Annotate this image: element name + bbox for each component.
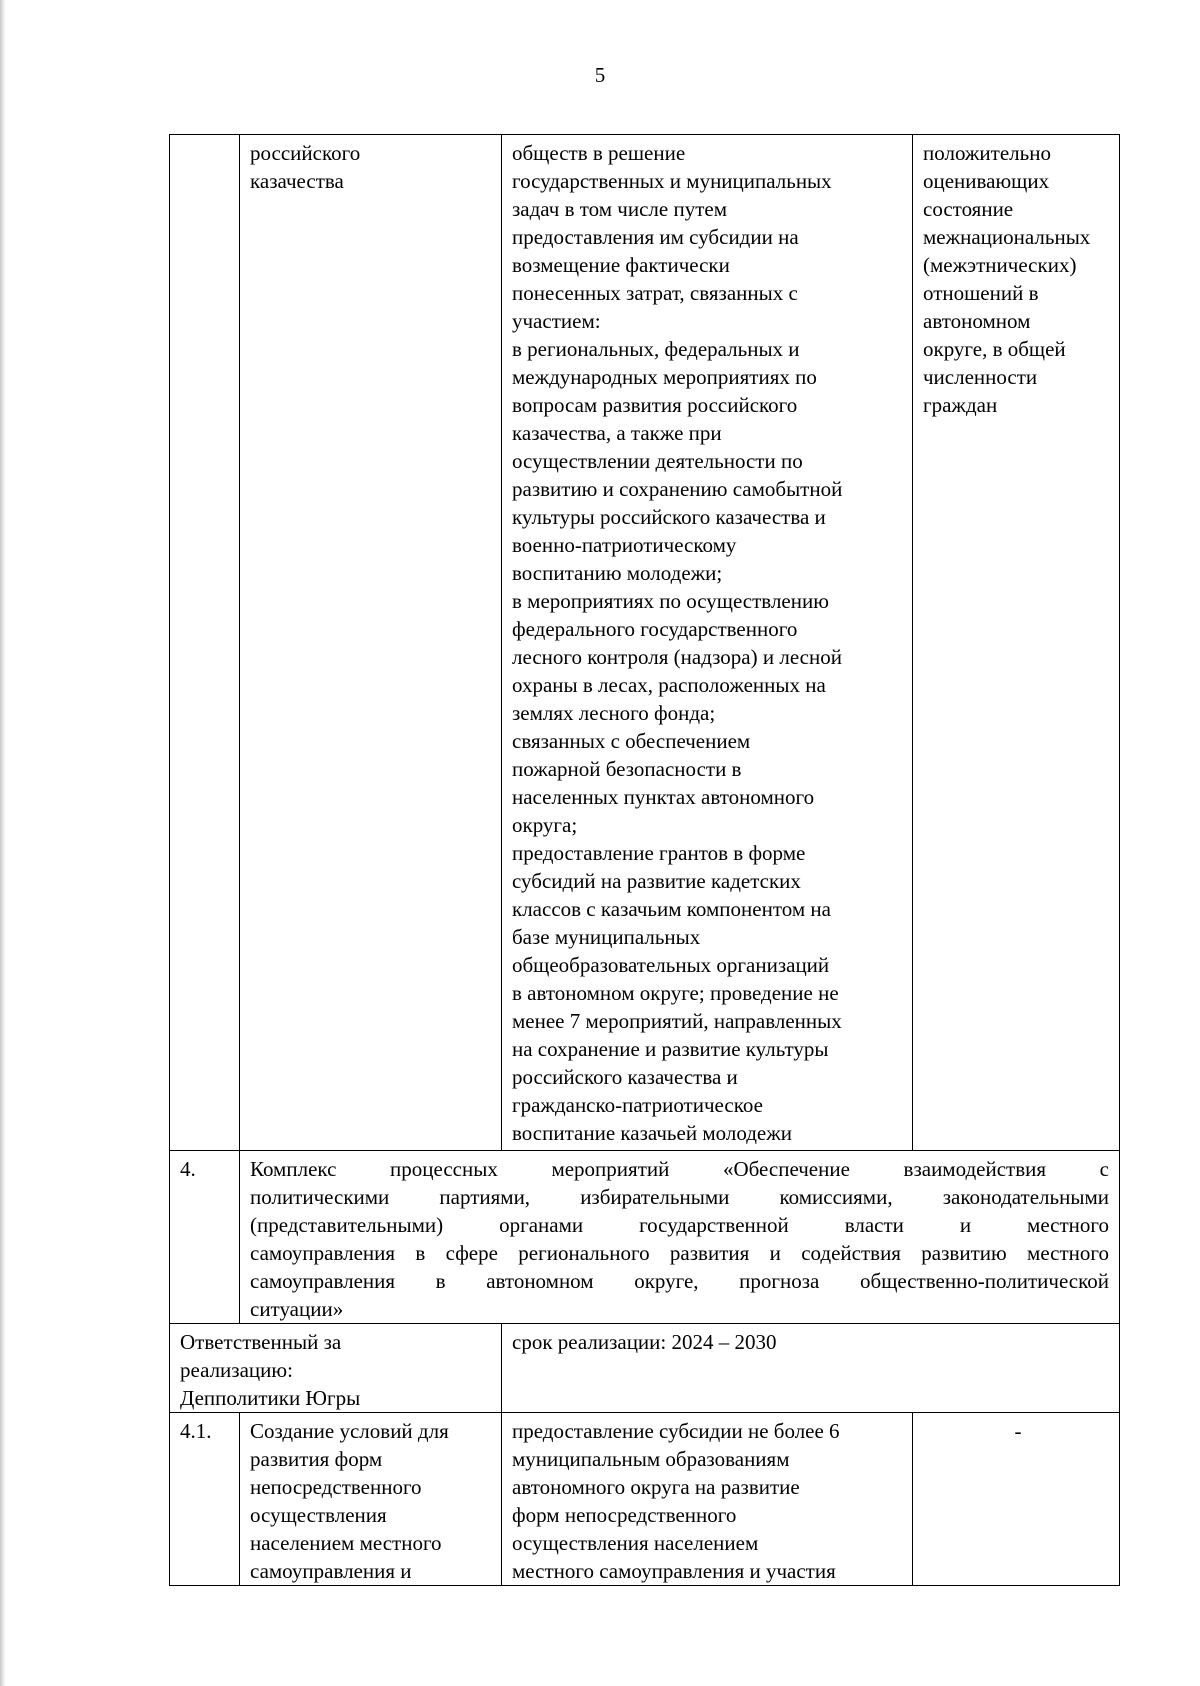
task-name-line: казачества	[250, 169, 344, 193]
description-line: округа;	[512, 813, 578, 837]
row-4-1-description-line: местного самоуправления и участия	[512, 1559, 836, 1583]
description-line: предоставление грантов в форме	[512, 841, 806, 865]
description-line: вопросам развития российского	[512, 393, 798, 417]
section-4-number: 4.	[170, 1151, 240, 1324]
page-number: 5	[594, 63, 606, 87]
description-line: понесенных затрат, связанных с	[512, 281, 798, 305]
description-line: связанных с обеспечением	[512, 729, 751, 753]
description-line: воспитание казачьей молодежи	[512, 1121, 792, 1145]
row-4-1-description-line: автономного округа на развитие	[512, 1475, 800, 1499]
row-4-1-task-line: Создание условий для	[250, 1419, 449, 1443]
description-line: развитию и сохранению самобытной	[512, 477, 843, 501]
responsible-line: Ответственный за	[180, 1330, 342, 1354]
row-4-1-indicator: -	[913, 1413, 1120, 1586]
description-line: задач в том числе путем	[512, 197, 727, 221]
row-4-1-task-line: осуществления	[250, 1503, 387, 1527]
description-line: субсидий на развитие кадетских	[512, 869, 801, 893]
description-line: военно-патриотическому	[512, 533, 737, 557]
description-line: участием:	[512, 309, 601, 333]
description-line: общеобразовательных организаций	[512, 953, 830, 977]
description-line: гражданско-патриотическое	[512, 1093, 763, 1117]
task-name-line: российского	[250, 141, 361, 165]
indicator-line: положительно	[923, 141, 1051, 165]
description-line: культуры российского казачества и	[512, 505, 826, 529]
row-4-1-task-line: населением местного	[250, 1531, 442, 1555]
description-line: базе муниципальных	[512, 925, 701, 949]
row-4-1-description-line: форм непосредственного	[512, 1503, 737, 1527]
indicator-line: отношений в	[923, 281, 1039, 305]
description-line: охраны в лесах, расположенных на	[512, 673, 826, 697]
indicator-line: состояние	[923, 197, 1014, 221]
row-4-1-task-line: развития форм	[250, 1447, 383, 1471]
row-4-1-description-line: осуществления населением	[512, 1531, 759, 1555]
description-line: классов с казачьим компонентом на	[512, 897, 831, 921]
implementation-period: срок реализации: 2024 – 2030	[502, 1324, 1120, 1413]
row-4-1	[170, 1413, 1120, 1586]
section-4-title	[240, 1151, 1120, 1324]
row-4-1-description-line: муниципальным образованиям	[512, 1447, 790, 1471]
responsible-agency: Депполитики Югры	[180, 1386, 361, 1410]
description-line: лесного контроля (надзора) и лесной	[512, 645, 842, 669]
indicator-line: округе, в общей	[923, 337, 1066, 361]
description-line: казачества, а также при	[512, 421, 722, 445]
task-name-cell	[240, 135, 502, 1151]
description-line: менее 7 мероприятий, направленных	[512, 1009, 842, 1033]
section-4-title-line: политическими партиями, избирательными комиссиями, законодательными	[250, 1185, 1109, 1209]
section-4-title-line: самоуправления в сфере регионального развития и содействия развитию местного	[250, 1241, 1109, 1265]
description-line: обществ в решение	[512, 141, 686, 165]
section-4-row	[170, 1151, 1120, 1324]
responsible-line: реализацию:	[180, 1358, 293, 1382]
table-row-cossack-societies	[170, 135, 1120, 1151]
description-line: на сохранение и развитие культуры	[512, 1037, 829, 1061]
row-4-1-description-line: предоставление субсидии не более 6	[512, 1419, 840, 1443]
description-line: пожарной безопасности в	[512, 757, 742, 781]
scan-edge	[0, 0, 6, 1686]
responsible-row	[170, 1324, 1120, 1413]
row-4-1-task-line: самоуправления и	[250, 1559, 412, 1583]
description-line: в мероприятиях по осуществлению	[512, 589, 829, 613]
indicator-line: межнациональных	[923, 225, 1091, 249]
indicator-line: численности	[923, 365, 1038, 389]
indicator-line: (межэтнических)	[923, 253, 1077, 277]
program-table	[169, 134, 1120, 1586]
description-line: предоставления им субсидии на	[512, 225, 799, 249]
indicator-line: автономном	[923, 309, 1031, 333]
indicator-cell	[913, 135, 1120, 1151]
description-line: в автономном округе; проведение не	[512, 981, 839, 1005]
row-4-1-description	[502, 1413, 913, 1586]
indicator-line: оценивающих	[923, 169, 1050, 193]
description-line: в региональных, федеральных и	[512, 337, 800, 361]
row-number-empty	[170, 135, 240, 1151]
section-4-title-line: (представительными) органами государственной власти и местного	[250, 1213, 1109, 1237]
row-4-1-number: 4.1.	[170, 1413, 240, 1586]
section-4-title-line: самоуправления в автономном округе, прогноза общественно-политической	[250, 1269, 1109, 1293]
indicator-line: граждан	[923, 393, 998, 417]
description-line: международных мероприятиях по	[512, 365, 817, 389]
row-4-1-task-name	[240, 1413, 502, 1586]
section-4-title-line: ситуации»	[250, 1297, 344, 1321]
description-line: осуществлении деятельности по	[512, 449, 803, 473]
description-line: российского казачества и	[512, 1065, 738, 1089]
row-4-1-task-line: непосредственного	[250, 1475, 422, 1499]
description-line: воспитанию молодежи;	[512, 561, 723, 585]
task-description-cell	[502, 135, 913, 1151]
responsible-cell	[170, 1324, 502, 1413]
section-4-title-line: Комплекс процессных мероприятий «Обеспечение взаимодействия с	[250, 1157, 1109, 1181]
description-line: федерального государственного	[512, 617, 798, 641]
description-line: населенных пунктах автономного	[512, 785, 815, 809]
description-line: землях лесного фонда;	[512, 701, 716, 725]
description-line: государственных и муниципальных	[512, 169, 832, 193]
description-line: возмещение фактически	[512, 253, 730, 277]
